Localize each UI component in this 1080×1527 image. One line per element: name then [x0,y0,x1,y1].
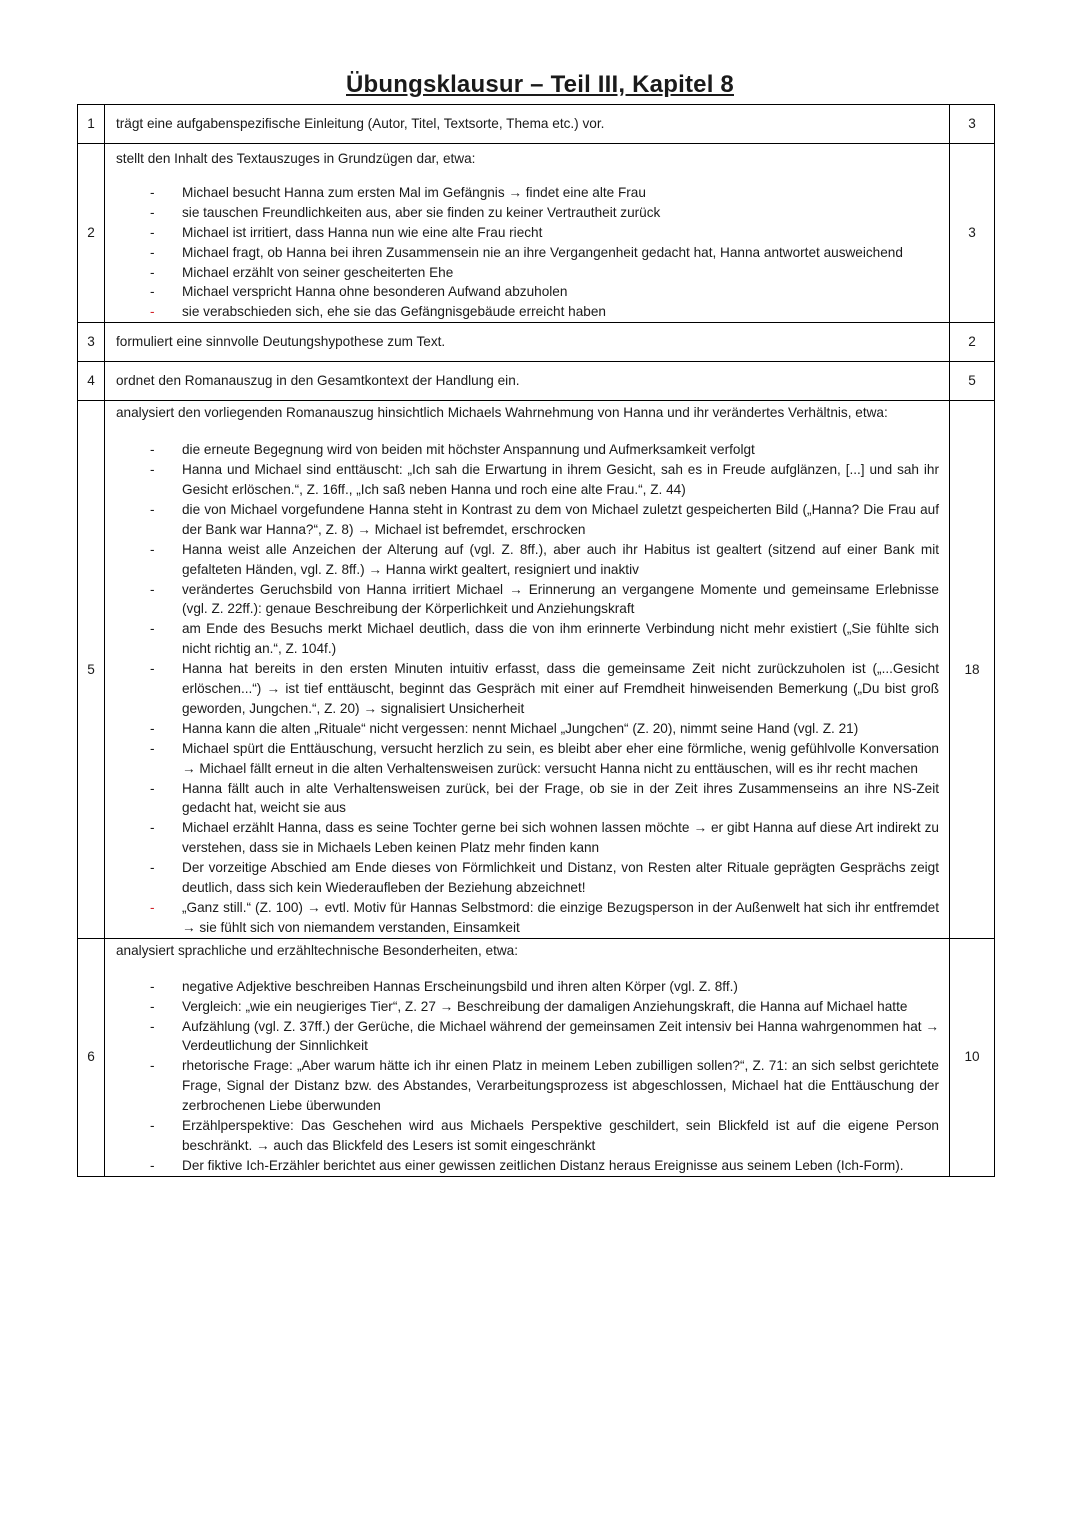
page-title: Übungsklausur – Teil III, Kapitel 8 [346,71,734,99]
list-item: - Michael ist irritiert, dass Hanna nun wie eine alte Frau riecht [170,223,939,243]
list-item: - am Ende des Besuchs merkt Michael deutlich, dass die von ihm erinnerte Verbindung nicht mehr existiert („Sie fühlte sich nicht richtig an.“, Z. 104f.) [170,619,939,659]
table-row [78,144,995,323]
list-item: - Erzählperspektive: Das Geschehen wird aus Michaels Perspektive geschildert, sein Blickfeld ist auf die eigene Person beschränkt. → auch das Blickfeld des Lesers ist somit eingeschränkt [170,1116,939,1156]
list-item: - Michael verspricht Hanna ohne besonderen Aufwand abzuholen [170,282,939,302]
list-item: - Hanna kann die alten „Rituale“ nicht vergessen: nennt Michael „Jungchen“ (Z. 20), nimmt seine Hand (vgl. Z. 21) [170,719,939,739]
criterion-cell [105,938,950,1176]
list-item: - Michael erzählt von seiner gescheiterten Ehe [170,263,939,283]
list-item: - rhetorische Frage: „Aber warum hätte ich ihr einen Platz in meinem Leben zubilligen sollen?“, Z. 71: an sich selbst gerichtete Frage, Signal der Distanz bzw. des Abstandes, Verarbeitungsprozess ist abgeschlossen, Michael hat die Enttäuschung der zerbrochenen Liebe überwunden [170,1056,939,1116]
points-value: 10 [950,938,995,1176]
list-item: - negative Adjektive beschreiben Hannas Erscheinungsbild und ihren alten Körper (vgl. Z. 8ff.) [170,977,939,997]
row-number: 3 [78,323,105,362]
points-value: 3 [950,144,995,323]
criterion-cell [105,401,950,939]
list-item: - Michael spürt die Enttäuschung, versucht herzlich zu sein, es bleibt aber eher eine förmliche, wenig gefühlvolle Konversation → Michael fällt erneut in die alten Verhaltensweisen zurück: versucht Hanna nicht zu enttäuschen, will es ihr recht machen [170,739,939,779]
list-item: - „Ganz still.“ (Z. 100) → evtl. Motiv für Hannas Selbstmord: die einzige Bezugsperson in der Außenwelt hat sich ihr entfremdet → sie fühlt sich von niemandem verstanden, Einsamkeit [170,898,939,938]
criterion-text: formuliert eine sinnvolle Deutungshypothese zum Text. [105,323,950,362]
points-value: 5 [950,362,995,401]
row-number: 5 [78,401,105,939]
list-item: - Der vorzeitige Abschied am Ende dieses von Förmlichkeit und Distanz, von Resten alter Rituale geprägten Gesprächs zeigt deutlich, dass sich kein Wiederaufleben der Beziehung abzeichnet! [170,858,939,898]
list-item: - die erneute Begegnung wird von beiden mit höchster Anspannung und Aufmerksamkeit verfolgt [170,440,939,460]
table-row [78,323,995,362]
row-number: 2 [78,144,105,323]
row-number: 4 [78,362,105,401]
criterion-intro: analysiert sprachliche und erzähltechnische Besonderheiten, etwa: [116,942,519,958]
points-value: 3 [950,105,995,144]
list-item: - Vergleich: „wie ein neugieriges Tier“, Z. 27 → Beschreibung der damaligen Anziehungskraft, die Hanna auf Michael hatte [170,997,939,1017]
list-item: - Hanna und Michael sind enttäuscht: „Ich sah die Erwartung in ihrem Gesicht, sah es in Freude aufglänzen, [...] und sah ihr Gesicht erlöschen.“, Z. 16ff., „Ich saß neben Hanna und roch eine alte Frau.“, Z. 44) [170,460,939,500]
list-item: - Michael erzählt Hanna, dass es seine Tochter gerne bei sich wohnen lassen möchte → er gibt Hanna auf diese Art indirekt zu verstehen, dass sie in Michaels Leben keinen Platz mehr finden kann [170,818,939,858]
list-item: - Hanna hat bereits in den ersten Minuten intuitiv erfasst, dass die gemeinsame Zeit nicht zurückzuholen ist („...Gesicht erlöschen...“) → ist tief enttäuscht, beginnt das Gespräch mit einer auf Fremdheit hinweisenden Bemerkung („Du bist groß geworden, Jungchen.“, Z. 20) → signalisiert Unsicherheit [170,659,939,719]
points-value: 18 [950,401,995,939]
list-item: - Michael besucht Hanna zum ersten Mal im Gefängnis → findet eine alte Frau [170,183,939,203]
criterion-list [116,440,939,938]
criterion-list [116,183,939,322]
criterion-text: ordnet den Romanauszug in den Gesamtkontext der Handlung ein. [105,362,950,401]
row-number: 6 [78,938,105,1176]
list-item: - die von Michael vorgefundene Hanna steht in Kontrast zu dem von Michael zuletzt gespeicherten Bild („Hanna? Die Frau auf der Bank war Hanna?“, Z. 8) → Michael ist befremdet, erschrocken [170,500,939,540]
table-row [78,362,995,401]
criterion-list [116,977,939,1176]
list-item: - verändertes Geruchsbild von Hanna irritiert Michael → Erinnerung an vergangene Momente und gemeinsame Erlebnisse (vgl. Z. 22ff.): genaue Beschreibung der Körperlichkeit und Anziehungskraft [170,580,939,620]
points-value: 2 [950,323,995,362]
row-number: 1 [78,105,105,144]
list-item: - Hanna weist alle Anzeichen der Alterung auf (vgl. Z. 8ff.), aber auch ihr Habitus ist gealtert (sitzend auf einer Bank mit gefalteten Händen, vgl. Z. 8ff.) → Hanna wirkt gealtert, resigniert und inaktiv [170,540,939,580]
table-row [78,938,995,1176]
criterion-text: trägt eine aufgabenspezifische Einleitung (Autor, Titel, Textsorte, Thema etc.) vor. [105,105,950,144]
criterion-cell [105,144,950,323]
list-item: - Michael fragt, ob Hanna bei ihren Zusammensein nie an ihre Vergangenheit gedacht hat, Hanna antwortet ausweichend [170,243,939,263]
grading-table [77,104,995,1177]
criterion-intro: stellt den Inhalt des Textauszuges in Grundzügen dar, etwa: [116,151,476,166]
list-item: - Hanna fällt auch in alte Verhaltensweisen zurück, bei der Frage, ob sie in der Zeit ihres Zusammenseins an ihre NS-Zeit gedacht hat, weicht sie aus [170,779,939,819]
table-row [78,105,995,144]
list-item: - Der fiktive Ich-Erzähler berichtet aus einer gewissen zeitlichen Distanz heraus Ereignisse aus seinem Leben (Ich-Form). [170,1156,939,1176]
list-item: - sie verabschieden sich, ehe sie das Gefängnisgebäude erreicht haben [170,302,939,322]
table-row [78,401,995,939]
list-item: - sie tauschen Freundlichkeiten aus, aber sie finden zu keiner Vertrautheit zurück [170,203,939,223]
list-item: - Aufzählung (vgl. Z. 37ff.) der Gerüche, die Michael während der gemeinsamen Zeit intensiv bei Hanna wahrgenommen hat → Verdeutlichung der Sinnlichkeit [170,1017,939,1057]
criterion-intro: analysiert den vorliegenden Romanauszug hinsichtlich Michaels Wahrnehmung von Hanna und ihr verändertes Verhältnis, etwa: [116,405,888,421]
